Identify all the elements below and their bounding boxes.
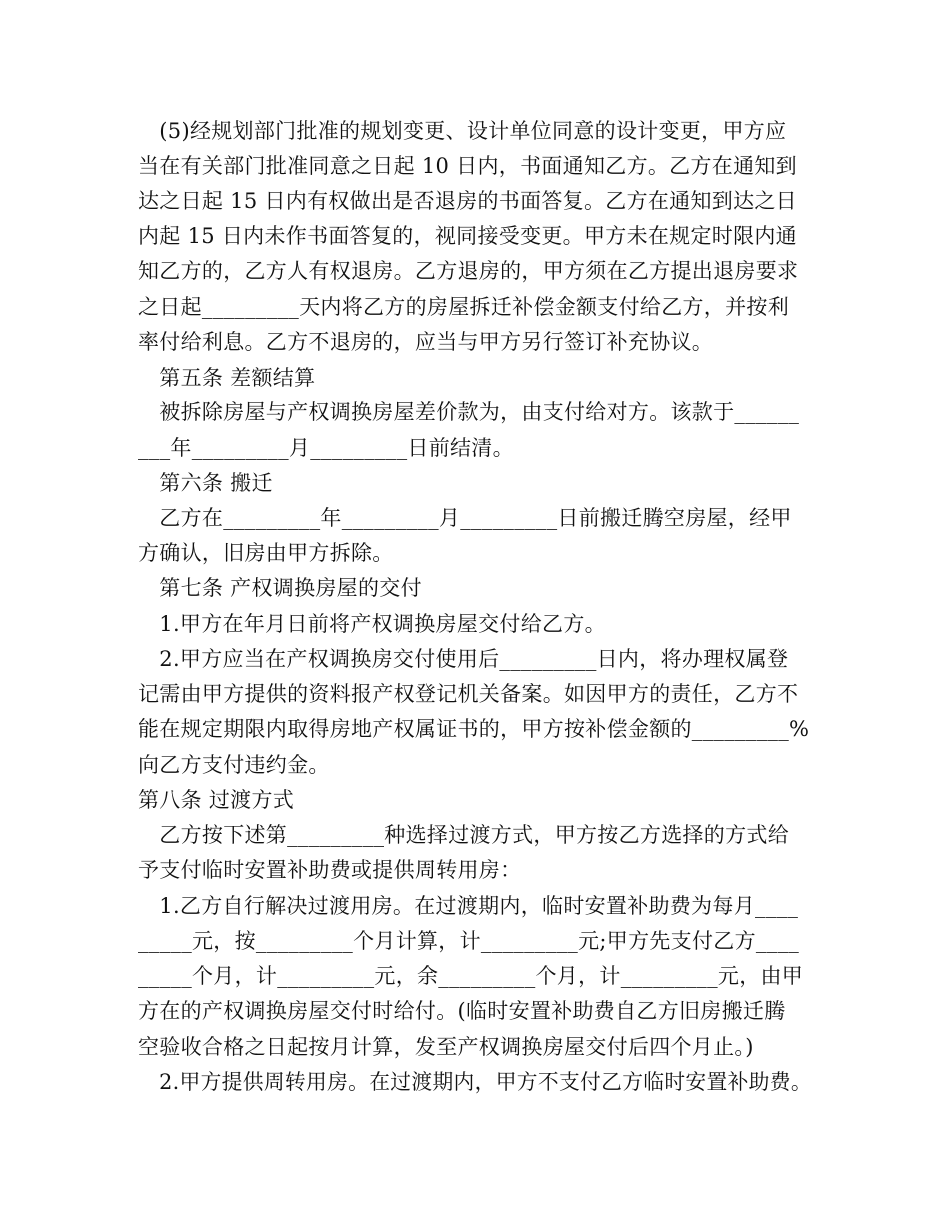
text-line: 空验收合格之日起按月计算，发至产权调换房屋交付后四个月止。) — [138, 1035, 754, 1059]
text-line: 乙方在_________年_________月_________日前搬迁腾空房屋，经甲 — [138, 506, 792, 530]
text-line: 向乙方支付违约金。 — [138, 753, 330, 777]
text-line: _____元，按_________个月计算，计_________元;甲方先支付乙方____ — [138, 929, 800, 953]
text-line: 1.乙方自行解决过渡用房。在过渡期内，临时安置补助费为每月____ — [138, 894, 799, 918]
text-line: 乙方按下述第_________种选择过渡方式，甲方按乙方选择的方式给 — [138, 823, 789, 847]
text-line: (5)经规划部门批准的规划变更、设计单位同意的设计变更，甲方应 — [138, 119, 787, 143]
text-line: 之日起_________天内将乙方的房屋拆迁补偿金额支付给乙方，并按利 — [138, 295, 789, 319]
text-line: 2.甲方提供周转用房。在过渡期内，甲方不支付乙方临时安置补助费。 — [138, 1070, 812, 1094]
text-line: 记需由甲方提供的资料报产权登记机关备案。如因甲方的责任，乙方不 — [138, 682, 799, 706]
text-line: ___年_________月_________日前结清。 — [138, 436, 514, 460]
text-line: 2.甲方应当在产权调换房交付使用后_________日内，将办理权属登 — [138, 647, 789, 671]
text-line: 达之日起 15 日内有权做出是否退房的书面答复。乙方在通知到达之日 — [138, 189, 797, 213]
text-line: 被拆除房屋与产权调换房屋差价款为，由支付给对方。该款于______ — [138, 400, 800, 424]
text-line: _____个月，计_________元，余_________个月，计_________元，由甲 — [138, 964, 804, 988]
text-line: 率付给利息。乙方不退房的，应当与甲方另行签订补充协议。 — [138, 330, 714, 354]
section-heading: 第七条 产权调换房屋的交付 — [138, 576, 422, 600]
text-line: 予支付临时安置补助费或提供周转用房： — [138, 858, 522, 882]
section-heading: 第八条 过渡方式 — [138, 788, 295, 812]
text-line: 1.甲方在年月日前将产权调换房屋交付给乙方。 — [138, 612, 606, 636]
section-heading: 第六条 搬迁 — [138, 471, 273, 495]
text-line: 方确认，旧房由甲方拆除。 — [138, 541, 394, 565]
text-line: 知乙方的，乙方人有权退房。乙方退房的，甲方须在乙方提出退房要求 — [138, 259, 799, 283]
text-line: 能在规定期限内取得房地产权属证书的，甲方按补偿金额的_________% — [138, 717, 810, 741]
text-line: 方在的产权调换房屋交付时给付。(临时安置补助费自乙方旧房搬迁腾 — [138, 999, 786, 1023]
text-line: 内起 15 日内未作书面答复的，视同接受变更。甲方未在规定时限内通 — [138, 224, 797, 248]
text-line: 当在有关部门批准同意之日起 10 日内，书面通知乙方。乙方在通知到 — [138, 154, 797, 178]
section-heading: 第五条 差额结算 — [138, 366, 316, 390]
